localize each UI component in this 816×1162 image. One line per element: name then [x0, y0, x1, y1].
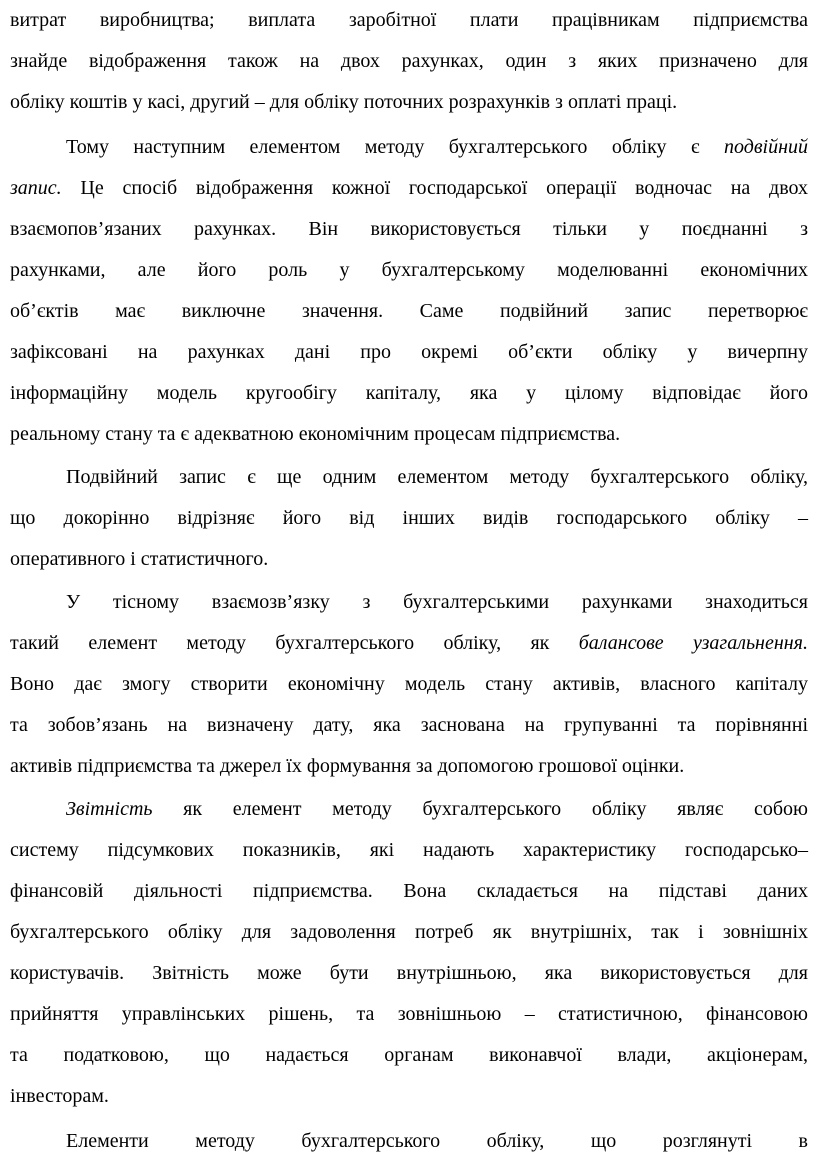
paragraph: [10, 582, 808, 787]
text-line: та податковою, що надається органам виконавчої влади, акціонерам,: [10, 1044, 808, 1066]
text-line: активів підприємства та джерел їх формування за допомогою грошової оцінки.: [10, 755, 685, 777]
text-line: реальному стану та є адекватною економічним процесам підприємства.: [10, 423, 621, 445]
text-line: [10, 127, 808, 168]
emphasis-term: Звітність: [66, 798, 153, 820]
text-line: об’єктів має виключне значення. Саме подвійний запис перетворює: [10, 300, 808, 322]
text-line: інвесторам.: [10, 1085, 109, 1107]
text-line: прийняття управлінських рішень, та зовнішньою – статистичною, фінансовою: [10, 1003, 808, 1025]
paragraph: [10, 457, 808, 580]
text-line: бухгалтерського обліку для задоволення потреб як внутрішніх, так і зовнішніх: [10, 921, 808, 943]
text-line: витрат виробництва; виплата заробітної плати працівникам підприємства: [10, 9, 808, 31]
emphasis-term: балансове узагальнення.: [578, 632, 808, 654]
text-line: рахунками, але його роль у бухгалтерському моделюванні економічних: [10, 259, 808, 281]
document-page: [10, 0, 808, 1162]
text-line: обліку коштів у касі, другий – для обліку поточних розрахунків з оплаті праці.: [10, 91, 678, 113]
text-line: Елементи методу бухгалтерського обліку, що розглянуті в: [66, 1130, 808, 1152]
text-line: що докорінно відрізняє його від інших видів господарського обліку –: [10, 507, 808, 529]
text-line: знайде відображення також на двох рахунках, один з яких призначено для: [10, 50, 808, 72]
text-line: взаємопов’язаних рахунках. Він використовується тільки у поєднанні з: [10, 218, 808, 240]
text-line: користувачів. Звітність може бути внутрішньою, яка використовується для: [10, 962, 808, 984]
text-run: Це спосіб відображення кожної господарської операції водночас на двох: [61, 177, 808, 199]
text-line: [10, 168, 808, 209]
text-line: оперативного і статистичного.: [10, 548, 269, 570]
paragraph: [10, 0, 808, 123]
text-line: [10, 789, 808, 830]
text-run: як елемент методу бухгалтерського обліку являє собою: [152, 798, 808, 820]
emphasis-term: запис.: [10, 177, 62, 199]
text-line: У тісному взаємозв’язку з бухгалтерськими рахунками знаходиться: [66, 591, 808, 613]
text-line: інформаційну модель кругообігу капіталу, яка у цілому відповідає його: [10, 382, 808, 404]
text-line: [10, 623, 808, 664]
emphasis-term: подвійний: [723, 136, 808, 158]
paragraph: [10, 789, 808, 1117]
paragraph: [10, 127, 808, 455]
text-line: зафіксовані на рахунках дані про окремі об’єкти обліку у вичерпну: [10, 341, 808, 363]
text-run: Тому наступним елементом методу бухгалтерського обліку є: [66, 136, 724, 158]
text-line: Воно дає змогу створити економічну модель стану активів, власного капіталу: [10, 673, 808, 695]
text-run: такий елемент методу бухгалтерського обліку, як: [10, 632, 579, 654]
paragraph: [10, 1121, 808, 1162]
text-line: Подвійний запис є ще одним елементом методу бухгалтерського обліку,: [66, 466, 808, 488]
text-line: систему підсумкових показників, які надають характеристику господарсько–: [10, 839, 808, 861]
text-line: та зобов’язань на визначену дату, яка заснована на групуванні та порівнянні: [10, 714, 808, 736]
text-line: фінансовій діяльності підприємства. Вона складається на підставі даних: [10, 880, 808, 902]
